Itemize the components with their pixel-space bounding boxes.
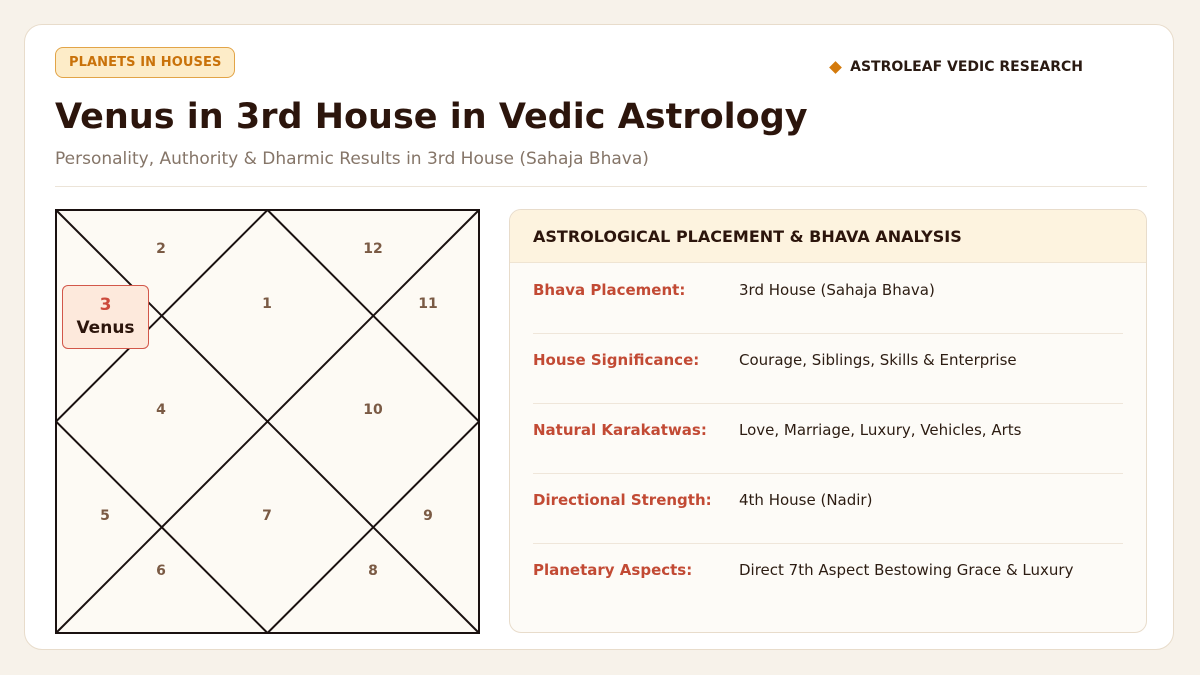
analysis-row bbox=[533, 403, 1123, 474]
row-label: Planetary Aspects: bbox=[533, 561, 693, 579]
row-label: Natural Karakatwas: bbox=[533, 421, 707, 439]
house-number-5: 5 bbox=[100, 508, 110, 524]
north-indian-chart bbox=[55, 209, 480, 634]
row-value: Direct 7th Aspect Bestowing Grace & Luxury bbox=[739, 561, 1074, 579]
content-card bbox=[24, 24, 1174, 650]
house-number-11: 11 bbox=[418, 296, 438, 312]
diamond-icon bbox=[829, 61, 842, 74]
house-number-3: 3 bbox=[99, 295, 112, 315]
planet-label-venus: Venus bbox=[76, 318, 135, 338]
brand-name: ASTROLEAF VEDIC RESEARCH bbox=[850, 59, 1083, 75]
house-number-1: 1 bbox=[262, 296, 272, 312]
row-label: Directional Strength: bbox=[533, 491, 712, 509]
analysis-panel bbox=[509, 209, 1147, 633]
brand-label bbox=[831, 59, 1083, 75]
analysis-row bbox=[533, 543, 1123, 613]
house-number-7: 7 bbox=[262, 508, 272, 524]
row-value: Love, Marriage, Luxury, Vehicles, Arts bbox=[739, 421, 1022, 439]
row-label: Bhava Placement: bbox=[533, 281, 686, 299]
chart-lines bbox=[55, 209, 480, 634]
house-number-9: 9 bbox=[423, 508, 433, 524]
header-divider bbox=[55, 186, 1147, 187]
house-number-10: 10 bbox=[363, 402, 383, 418]
row-label: House Significance: bbox=[533, 351, 700, 369]
house-number-2: 2 bbox=[156, 241, 166, 257]
page-title: Venus in 3rd House in Vedic Astrology bbox=[55, 97, 808, 137]
venus-house-highlight bbox=[62, 285, 149, 349]
house-number-6: 6 bbox=[156, 563, 166, 579]
row-value: 4th House (Nadir) bbox=[739, 491, 873, 509]
analysis-row bbox=[533, 473, 1123, 544]
row-value: Courage, Siblings, Skills & Enterprise bbox=[739, 351, 1017, 369]
row-value: 3rd House (Sahaja Bhava) bbox=[739, 281, 935, 299]
house-number-8: 8 bbox=[368, 563, 378, 579]
page-subtitle: Personality, Authority & Dharmic Results in 3rd House (Sahaja Bhava) bbox=[55, 149, 649, 169]
analysis-row bbox=[533, 263, 1123, 334]
house-number-4: 4 bbox=[156, 402, 166, 418]
panel-heading: ASTROLOGICAL PLACEMENT & BHAVA ANALYSIS bbox=[510, 210, 1146, 263]
analysis-row bbox=[533, 333, 1123, 404]
category-badge: PLANETS IN HOUSES bbox=[55, 47, 235, 78]
house-number-12: 12 bbox=[363, 241, 383, 257]
